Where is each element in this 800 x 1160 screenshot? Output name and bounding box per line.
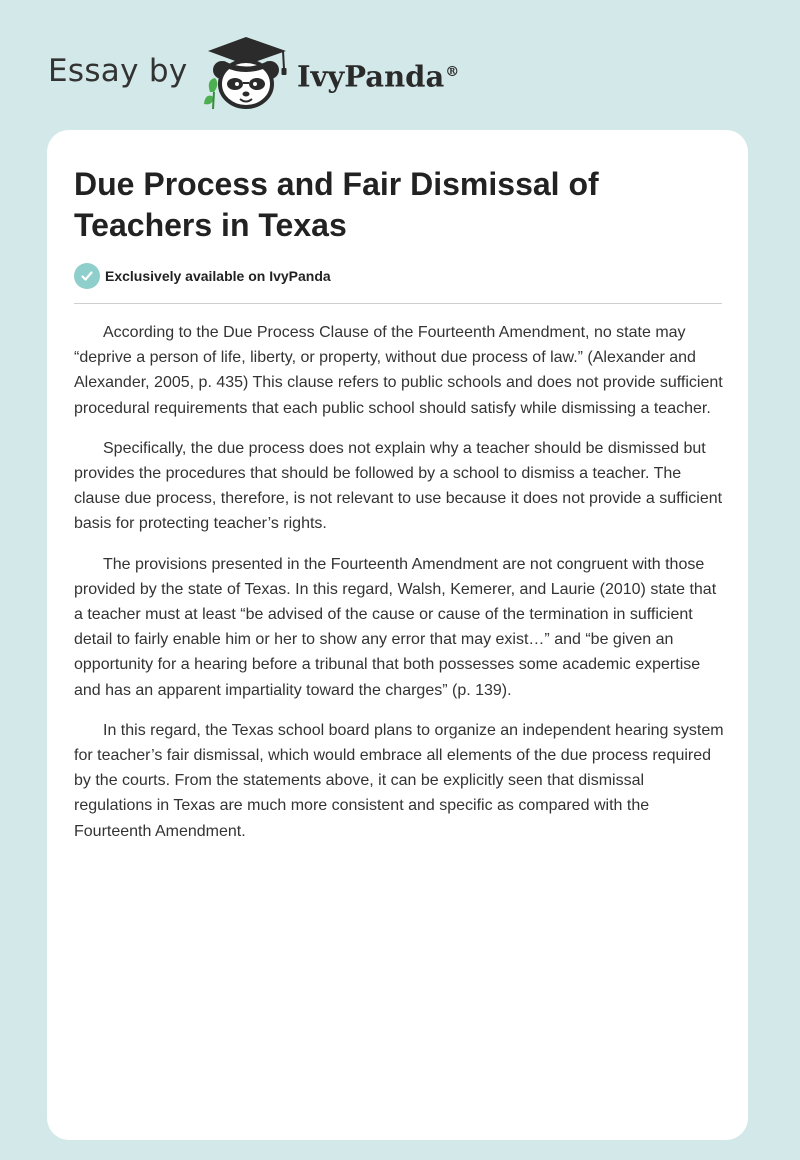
divider <box>74 303 722 304</box>
essay-paragraph: According to the Due Process Clause of the Fourteenth Amendment, no state may “deprive a person of life, liberty, or property, without due process of law.” (Alexander and Alexander, 2005, p. 435) This clause refers to public schools and does not provide sufficient procedural requirements that each public school should satisfy while dismissing a teacher. <box>74 324 723 417</box>
page-title: Due Process and Fair Dismissal of Teachers in Texas <box>74 166 599 243</box>
essay-card <box>47 130 748 1140</box>
brand-name-text: IvyPanda <box>297 59 445 94</box>
essay-paragraph: In this regard, the Texas school board plans to organize an independent hearing system for teacher’s fair dismissal, which would embrace all elements of the due process required by the courts. From the statements above, it can be explicitly seen that dismissal regulations in Texas are much more consistent and specific as compared with the Fourteenth Amendment. <box>74 721 724 840</box>
essay-by-label: Essay by <box>48 53 188 89</box>
check-circle-icon <box>74 263 100 289</box>
exclusive-badge-label: Exclusively available on IvyPanda <box>105 268 331 284</box>
site-header <box>0 0 800 130</box>
essay-paragraph: The provisions presented in the Fourteenth Amendment are not congruent with those provided by the state of Texas. In this regard, Walsh, Kemerer, and Laurie (2010) state that a teacher must at least “be advised of the cause or cause of the termination in sufficient detail to fairly enable him or her to show any error that may exist…” and “be given an opportunity for a hearing before a tribunal that both possesses some academic expertise and has an apparent impartiality toward the charges” (p. 139). <box>74 555 717 699</box>
essay-body <box>74 320 724 859</box>
registered-mark: ® <box>445 64 460 80</box>
panda-graduate-icon[interactable] <box>200 34 292 110</box>
brand-name[interactable] <box>297 52 459 97</box>
essay-paragraph: Specifically, the due process does not explain why a teacher should be dismissed but provides the procedures that should be followed by a school to dismiss a teacher. The clause due process, therefore, is not relevant to use because it does not provide a sufficient basis for protecting teacher’s rights. <box>74 439 723 533</box>
exclusive-badge <box>74 263 331 289</box>
